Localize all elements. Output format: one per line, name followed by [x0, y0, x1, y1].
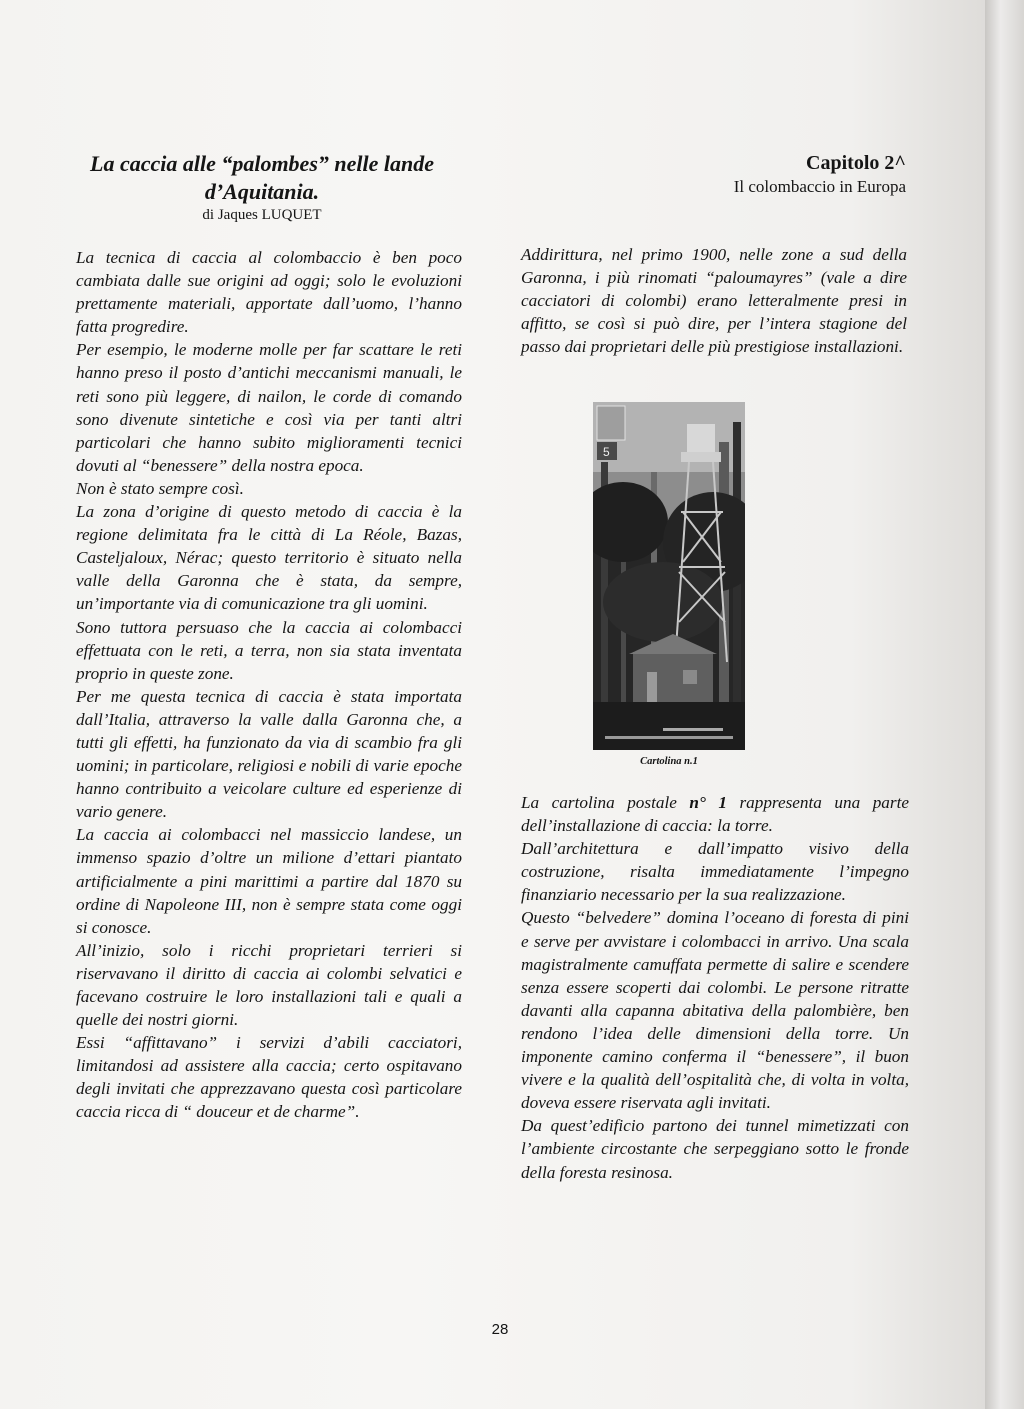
article-author: di Jaques LUQUET [202, 207, 322, 223]
paragraph: Questo “belvedere” domina l’oceano di foresta di pini e serve per avvistare i colombacci in arrivo. Una scala magistralmente camuffata permette di salire e scendere senza essere scoperti dai colombi. Le persone ritratte davanti alla capanna abitativa della palombière, ben rendono l’idea delle dimensioni della torre. Un imponente camino conferma il “benessere”, il buon vivere e la qualità dell’ospitalità che, di volta in volta, doveva essere riservata agli invitati. [521, 908, 909, 1113]
chapter-header [660, 150, 906, 198]
paragraph: Non è stato sempre così. [76, 478, 244, 498]
paragraph [521, 791, 909, 837]
paragraph: La tecnica di caccia al colombaccio è ben poco cambiata dalle sue origini ad oggi; solo le evoluzioni prettamente materiali, apportate dall’uomo, l’hanno fatta progredire. [76, 248, 462, 337]
chapter-subtitle: Il colombaccio in Europa [733, 177, 906, 196]
paragraph: Per esempio, le moderne molle per far scattare le reti hanno preso il posto d’antichi meccanismi manuali, le reti sono più leggere, di nailon, le corde di comando sono divenute sintetiche e così via per tanti altri particolari che hanno subito miglioramenti tecnici dovuti al “benessere” della nostra epoca. [76, 340, 462, 475]
postcard-photo [593, 402, 745, 750]
right-column-bottom [521, 791, 909, 1184]
paragraph: Essi “affittavano” i servizi d’abili cacciatori, limitandosi ad assistere alla caccia; certo ospitavano degli invitati che apprezzavano questa così particolare caccia ricca di “ douceur et de charme”. [76, 1033, 462, 1122]
right-column-top [521, 243, 907, 358]
intro-text: rappresenta una parte dell’installazione di caccia: la torre. [521, 793, 909, 836]
intro-text: La cartolina postale [521, 793, 690, 812]
paragraph: Per me questa tecnica di caccia è stata importata dall’Italia, attraverso la valle dalla Garonna che, a tutti gli effetti, ha funzionato da via di scambio fra gli uomini; in particolare, religiosi e nobili di varie epoche hanno contribuito a veicolare culture ed esperienze di vario genere. [76, 686, 462, 822]
left-column [76, 246, 462, 1124]
postcard-number: n° 1 [689, 793, 727, 812]
paragraph: Dall’architettura e dall’impatto visivo della costruzione, risalta immediatamente l’impegno finanziario necessario per la sua realizzazione. [521, 839, 909, 905]
paragraph: Addirittura, nel primo 1900, nelle zone a sud della Garonna, i più rinomati “paloumayres” (vale a dire cacciatori di colombi) erano letteralmente presi in affitto, se così si può dire, per l’intera stagione del passo dai proprietari delle più prestigiose installazioni. [521, 245, 907, 357]
paragraph: Da quest’edificio partono dei tunnel mimetizzati con l’ambiente circostante che serpeggiano sotto le fronde della foresta resinosa. [521, 1116, 909, 1182]
tower-forest-image [593, 402, 745, 750]
chapter-label: Capitolo 2^ [806, 152, 906, 174]
stamp-value: 5 [603, 445, 610, 459]
paragraph: La zona d’origine di questo metodo di caccia è la regione delimitata fra le città di La Réole, Bazas, Casteljaloux, Nérac; questo territorio è situato nella valle della Garonna che è stata, da sempre, un’importante via di comunicazione tra gli uomini. [76, 502, 462, 614]
paragraph: Sono tuttora persuaso che la caccia ai colombacci effettuata con le reti, a terra, non sia stata inventata proprio in queste zone. [76, 617, 462, 683]
show-through-heading [230, 120, 235, 142]
paragraph: All’inizio, solo i ricchi proprietari terrieri si riservavano il diritto di caccia ai colombi selvatici e facevano costruire le loro installazioni tali e quali a quelle dei nostri giorni. [76, 940, 462, 1030]
paragraph: La caccia ai colombacci nel massiccio landese, un immenso spazio d’oltre un milione d’ettari piantato artificialmente a pini marittimi a partire dal 1870 su ordine di Napoleone III, non è sempre stata come oggi si conosce. [76, 825, 462, 937]
next-page-edge [985, 0, 1024, 1409]
article-title: La caccia alle “palombes” nelle lande d’Aquitania. [90, 151, 434, 204]
page-number: 28 [491, 1321, 509, 1338]
article-header [62, 150, 462, 224]
photo-caption: Cartolina n.1 [640, 756, 698, 767]
